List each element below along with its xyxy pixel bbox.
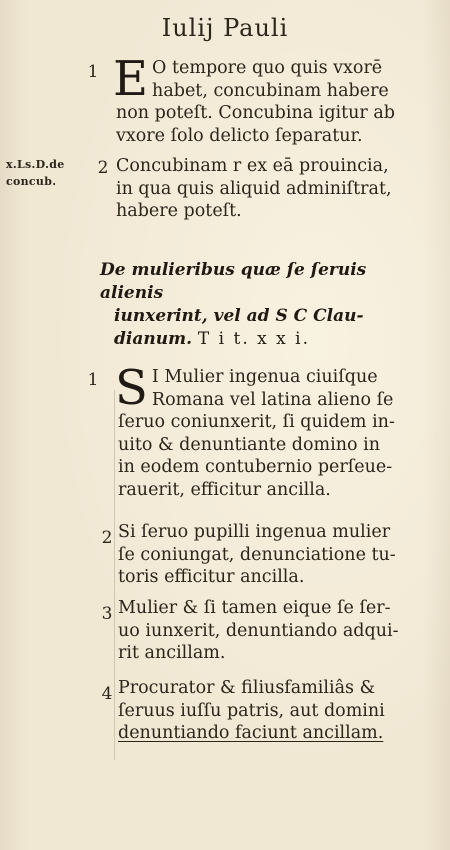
title-number: T i t. x x i. — [197, 329, 310, 349]
margin-rule — [114, 390, 115, 760]
text-line: non poteſt. Concubina igitur ab — [116, 103, 396, 123]
paragraph-4 — [118, 677, 430, 745]
text-line: Mulier & ſi tamen eique ſe ſer- — [118, 598, 391, 618]
text-line: I Mulier ingenua ciuiſque — [151, 367, 378, 387]
text-line: habere poteſt. — [116, 201, 242, 221]
text-line: uo iunxerit, denuntiando adqui- — [118, 620, 399, 641]
title-line: iunxerint, vel ad S C Clau- — [114, 306, 364, 326]
text-line: habet, concubinam habere — [152, 80, 389, 101]
text-line: ſeruo coniunxerit, ſi quidem in- — [118, 412, 395, 432]
text-line: Procurator & filiusfamiliâs & — [118, 678, 376, 698]
paragraph-number: 2 — [101, 528, 113, 548]
section-1 — [113, 51, 428, 147]
text-line: ſeruus iuſſu patris, aut domini — [118, 700, 385, 721]
title-line: De mulieribus quæ ſe ſeruis alienis — [100, 260, 367, 303]
text-line: Si ſeruo pupilli ingenua mulier — [118, 522, 391, 542]
margin-note — [6, 156, 65, 190]
text-line: in qua quis aliquid adminiſtrat, — [116, 178, 392, 199]
paragraph-number: 4 — [101, 684, 113, 704]
margin-note-line: x.Ls.D.de — [6, 158, 65, 171]
text-line: rit ancillam. — [118, 643, 226, 663]
paragraph-2 — [118, 521, 430, 589]
section-number: 2 — [97, 158, 109, 178]
title-line-end: dianum. — [114, 329, 192, 349]
text-line: Romana vel latina alieno ſe — [151, 389, 394, 410]
text-line: denuntiando faciunt ancillam. — [118, 723, 384, 743]
text-line: toris efficitur ancilla. — [118, 567, 305, 587]
text-line: Concubinam r ex eā prouincia, — [116, 156, 389, 176]
text-line: vxore ſolo delicto ſeparatur. — [116, 125, 363, 146]
section-number: 1 — [87, 62, 99, 82]
margin-note-line: concub. — [6, 175, 57, 188]
section-2 — [116, 155, 428, 223]
text-line: O tempore quo quis vxorē — [152, 58, 383, 78]
paragraph-number: 1 — [87, 370, 99, 390]
running-head: Iulij Pauli — [161, 14, 289, 42]
paragraph-3 — [118, 597, 430, 665]
title-heading — [100, 259, 430, 351]
text-line: uito & denuntiante domino in — [118, 434, 380, 455]
text-line: ſe coniungat, denunciatione tu- — [118, 544, 396, 565]
paragraph-1 — [115, 360, 430, 501]
drop-cap: E — [113, 51, 149, 107]
text-line: in eodem contubernio perſeue- — [118, 457, 393, 477]
drop-cap: S — [115, 360, 148, 416]
title-line — [100, 328, 430, 351]
text-line: rauerit, efficitur ancilla. — [118, 479, 331, 500]
paragraph-number: 3 — [101, 604, 113, 624]
